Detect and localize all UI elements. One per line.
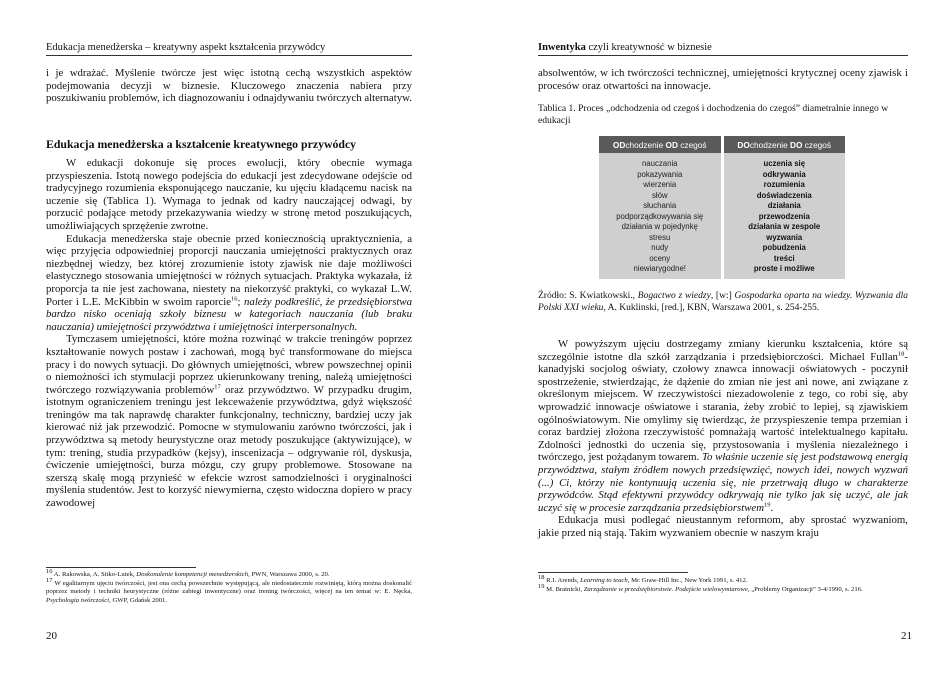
paragraph-2-sep: ; bbox=[237, 295, 245, 308]
paragraph-3-text-b: oraz przywództwo. W przypadku drugim, istotnym ograniczeniem treningu jest lekceważenie przywództwa, gdyż większość treningów ma tak naprawdę charakter funkcjonalny, techniczny, bardziej uczy jak kierować niż jak przewodzić. Pomocne w stymulowaniu zarówno twórczości, jak i przywództwa są metody heurystyczne oraz metody poszukujące (aktywizujące), w tym: trening, studia przypadków (kejsy), inscenizacja – odgrywanie ról, dyskusja, ćwiczenie umiejętności, burza mózgu, czy grupy problemowe. Stosowane na szerszą skalę mogą przynieść w efekcie wzrost samodzielności i oryginalności myślenia studentów. Jest to korzyść niewymierna, często widoczna dopiero w pracy zawodowej bbox=[46, 383, 412, 510]
footnote-18-number: 18 bbox=[538, 573, 545, 581]
footnote-17-title: Psychologia twórczości bbox=[46, 596, 110, 604]
footnote-rule bbox=[538, 572, 688, 573]
do-list-item: pobudzenia bbox=[762, 243, 806, 252]
comparison-table bbox=[599, 136, 845, 279]
table-caption: Tablica 1. Proces „odchodzenia od czegoś i dochodzenia do czegoś” diametralnie innego w edukacji bbox=[538, 103, 889, 126]
header-do-text-2: czegoś bbox=[802, 139, 832, 150]
paragraph-1-end: . bbox=[770, 501, 774, 514]
header-do-bold-1: DO bbox=[737, 139, 750, 150]
intro-text: i je wdrażać. Myślenie twórcze jest więc istotną cechą wszystkich aspektów podejmowania decyzji w biznesie. Kluczowego znaczenia nabiera przy poszukiwaniu problemów, ich diagnozowaniu i odnajdywaniu twórczych alternatyw. bbox=[46, 67, 412, 105]
footnote-18-title: Learning to teach bbox=[580, 577, 628, 584]
paragraph-3 bbox=[46, 333, 412, 509]
footnote-16-title: Doskonalenie kompetencji menedżerskich bbox=[136, 571, 249, 578]
do-list-item: działania w zespole bbox=[748, 222, 821, 231]
do-list-item: proste i możliwe bbox=[753, 264, 815, 273]
od-list-item: oceny bbox=[649, 253, 671, 263]
header-od-bold-2: OD bbox=[665, 139, 678, 150]
od-column bbox=[599, 153, 721, 279]
do-list-item: wyzwania bbox=[766, 232, 803, 242]
source-book: Gospodarka oparta na wiedzy. Wyzwania dla Polski XXI wieku bbox=[538, 291, 908, 313]
header-od-text-2: czegoś bbox=[677, 139, 707, 150]
footnote-16-text: A. Rakowska, A. Sitko-Lutek, bbox=[52, 571, 137, 578]
paragraph-1: W edukacji dokonuje się proces ewolucji, który obecnie wymaga przyspieszenia. Istotą nowego podejścia do edukacji jest zdecydowane odejście od tradycyjnego rozumienia eksponującego nauczanie, ku ujęciu kładącemu nacisk na uczenie się (Tablica 1). Wymaga to jednak od kadry nauczającej odwagi, by porzucić podające metody przekazywania wiedzy w stronę metod poszukujących, umożliwiających sprzężenie zwrotne. bbox=[46, 157, 412, 232]
od-list-item: słów bbox=[651, 190, 668, 200]
footnote-18 bbox=[538, 573, 908, 586]
paragraph-1-text-a: W powyższym ujęciu dostrzegamy zmiany kierunku kształcenia, które są szczególnie istotne dla szkół zarządzania i przedsiębiorczości. Michael Fullan bbox=[538, 338, 908, 363]
od-list-item: pokazywania bbox=[637, 169, 683, 179]
footnote-17-pub: , GWP, Gdańsk 2001. bbox=[109, 596, 168, 604]
do-list-item: odkrywania bbox=[762, 169, 806, 179]
footnote-17-number: 17 bbox=[46, 576, 53, 584]
do-list-item: działania bbox=[767, 201, 801, 210]
do-list-item: rozumienia bbox=[763, 180, 805, 189]
source-title: Bogactwo z wiedzy bbox=[637, 291, 711, 301]
od-list-item: podporządkowywania się bbox=[616, 211, 704, 221]
paragraph-1 bbox=[538, 338, 908, 514]
footnote-18-pub: , Mc Graw-Hill Inc., New York 1991, s. 412. bbox=[627, 577, 748, 584]
source-pub: , A. Kuklinski, [red.], KBN, Warszawa 2001, s. 254-255. bbox=[603, 303, 820, 313]
paragraph-2: Edukacja musi podlegać nieustannym reformom, aby sprostać wyzwaniom, jakie przed nią stają. Takim wyzwaniem obecnie w naszym kraju bbox=[538, 514, 908, 539]
footnote-16-number: 16 bbox=[46, 567, 53, 575]
footnote-19 bbox=[538, 582, 908, 595]
footnote-18-text: R.I. Arends, bbox=[544, 577, 581, 584]
running-head: Edukacja menedżerska – kreatywny aspekt kształcenia przywódcy bbox=[46, 42, 326, 53]
header-do-bold-2: DO bbox=[790, 139, 803, 150]
od-list-item: niewiarygodne! bbox=[633, 264, 686, 273]
paragraph-2 bbox=[46, 233, 412, 334]
running-head-bold: Inwentyka bbox=[538, 42, 586, 53]
od-list-item: nudy bbox=[651, 243, 669, 252]
intro-paragraph bbox=[46, 67, 412, 105]
footnote-17-text: W egalitarnym ujęciu twórczości, jest ona cechą powszechnie występującą, ale niedostatecznie rozwiniętą, którą można doskonalić poprzez metody i techniki heurystyczne (różne zabiegi inwentyczne) oraz trening twórczości, więcej na ten temat w: E. Nęcka, bbox=[46, 579, 412, 596]
do-list-item: doświadczenia bbox=[756, 190, 812, 200]
footnotes bbox=[46, 567, 412, 605]
od-list-item: nauczania bbox=[641, 159, 678, 168]
footnote-16 bbox=[46, 567, 412, 580]
od-list-item: wierzenia bbox=[643, 180, 677, 189]
page-number: 20 bbox=[46, 630, 57, 642]
paragraph-2-text: Edukacja menedżerska staje obecnie przed koniecznością upraktycznienia, a więc przyjęcia odpowiedniej proporcji nauczania umiejętności praktycznych oraz niezbędnej wiedzy, bez której zrozumienie istoty zjawisk nie daje możliwości elastycznego stosowania umiejętności w różnych sytuacjach. Praktyka wykazała, iż proporcja ta nie jest zachowana, niestety na niekorzyść praktyki, co wykazał L.W. Porter i L.E. McKibbin w swoim raporcie bbox=[46, 232, 412, 308]
header-od-text-1: chodzenie bbox=[625, 139, 666, 150]
od-list-item: stresu bbox=[649, 232, 671, 242]
od-list-item: działania w pojedynkę bbox=[621, 222, 698, 231]
footnote-16-pub: , PWN, Warszawa 2000, s. 20. bbox=[248, 571, 330, 578]
footnotes bbox=[538, 573, 908, 594]
do-list-item: uczenia się bbox=[763, 159, 806, 168]
footnote-ref-16[interactable]: 16 bbox=[231, 294, 238, 302]
do-column bbox=[724, 153, 846, 279]
od-list-item: słuchania bbox=[643, 201, 677, 210]
right-page bbox=[475, 0, 950, 675]
intro-paragraph bbox=[538, 67, 908, 92]
footnote-ref-17[interactable]: 17 bbox=[214, 383, 221, 391]
source-author: Źródło: S. Kwiatkowski., bbox=[538, 291, 638, 301]
page-number: 21 bbox=[901, 630, 912, 642]
footnote-ref-18[interactable]: 18 bbox=[897, 350, 905, 357]
source-in: , [w:] bbox=[710, 291, 735, 301]
do-list-item: przewodzenia bbox=[758, 211, 810, 221]
table-header-do bbox=[724, 136, 846, 153]
intro-text: absolwentów, w ich twórczości technicznej, umiejętności krytycznej oceny zjawisk i procesów oraz otwartości na innowacje. bbox=[538, 67, 908, 92]
footnote-17 bbox=[46, 576, 412, 606]
paragraph-1-text-b: - kanadyjski socjolog oświaty, czołowy znawca innowacji oświatowych - poczynił spostrzeżenie, stwierdzając, że dążenie do zmian nie jest ani nowe, ani związane z określonym miejscem. W rzeczywistości niezadowolenie z tego, co robi się, aby wprowadzić innowacje oświatowe i starania, żeby zrobić to lepiej, są zjawiskiem ogólnoświatowym. Nie omylimy się twierdząc, że przyspieszenie tempa przemian i coraz bardziej złożona rzeczywistość pomnażają wartość intelektualnego kapitału. Zdolności jednostki do uczenia się, przystosowania i myślenia niezależnego i twórczego, jest pożądanym towarem. bbox=[538, 350, 908, 464]
footnote-rule bbox=[46, 567, 196, 568]
running-head bbox=[538, 41, 712, 54]
section-heading: Edukacja menedżerska a kształcenie kreatywnego przywódcy bbox=[46, 137, 357, 151]
paragraph-1-quote: To właśnie uczenie się jest podstawową energią przywództwa, stałym źródłem nowych przedsięwzięć, nowych idei, nowych wyzwań (...) Ci, którzy nie kontynuują uczenia się, nie przetrwają długo w charakterze przywódców. Stąd efektywni przywódcy odkrywają nie tylko jak się uczyć, ale jak uczyć się w procesie zarządzania przedsiębiorstwem bbox=[538, 451, 908, 514]
body-text bbox=[46, 157, 412, 510]
paragraph-3-text-a: Tymczasem umiejętności, które można rozwinąć w trakcie treningów poprzez kształtowanie nowych postaw i zachowań, mogą być transformowane do miejsca pracy i do nowych sytuacji. Do głównych umiejętności, wbrew powszechnej opinii o niemożności ich stymulacji poprzez ukierunkowany trening, należą umiejętności twórczego rozwiązywania problemów bbox=[46, 333, 412, 396]
paragraph-2-quote: należy podkreślić, że przedsiębiorstwa bardzo nisko oceniają szkoły biznesu w kategoriach nauczania (lub braku nauczania) umiejętności przywództwa i umiejętności interpersonalnych. bbox=[46, 295, 413, 333]
footnote-ref-19[interactable]: 19 bbox=[764, 501, 771, 509]
table-header-od bbox=[599, 136, 721, 153]
footnote-19-title: Zarządzanie w przedsiębiorstwie. Podejście wielowymiarowe bbox=[583, 585, 748, 593]
header-rule bbox=[46, 55, 412, 56]
header-rule bbox=[538, 55, 908, 56]
running-head-rest: czyli kreatywność w biznesie bbox=[585, 42, 712, 53]
footnote-19-text: M. Bratnicki, bbox=[544, 585, 584, 593]
header-od-bold-1: OD bbox=[612, 139, 626, 150]
footnote-19-pub: , „Problemy Organizacji” 3-4/1990, s. 216. bbox=[747, 585, 863, 593]
body-text bbox=[538, 338, 908, 540]
table-source bbox=[538, 290, 908, 314]
do-list-item: treści bbox=[773, 253, 795, 263]
header-do-text-1: chodzenie bbox=[749, 139, 791, 150]
footnote-19-number: 19 bbox=[538, 582, 545, 590]
